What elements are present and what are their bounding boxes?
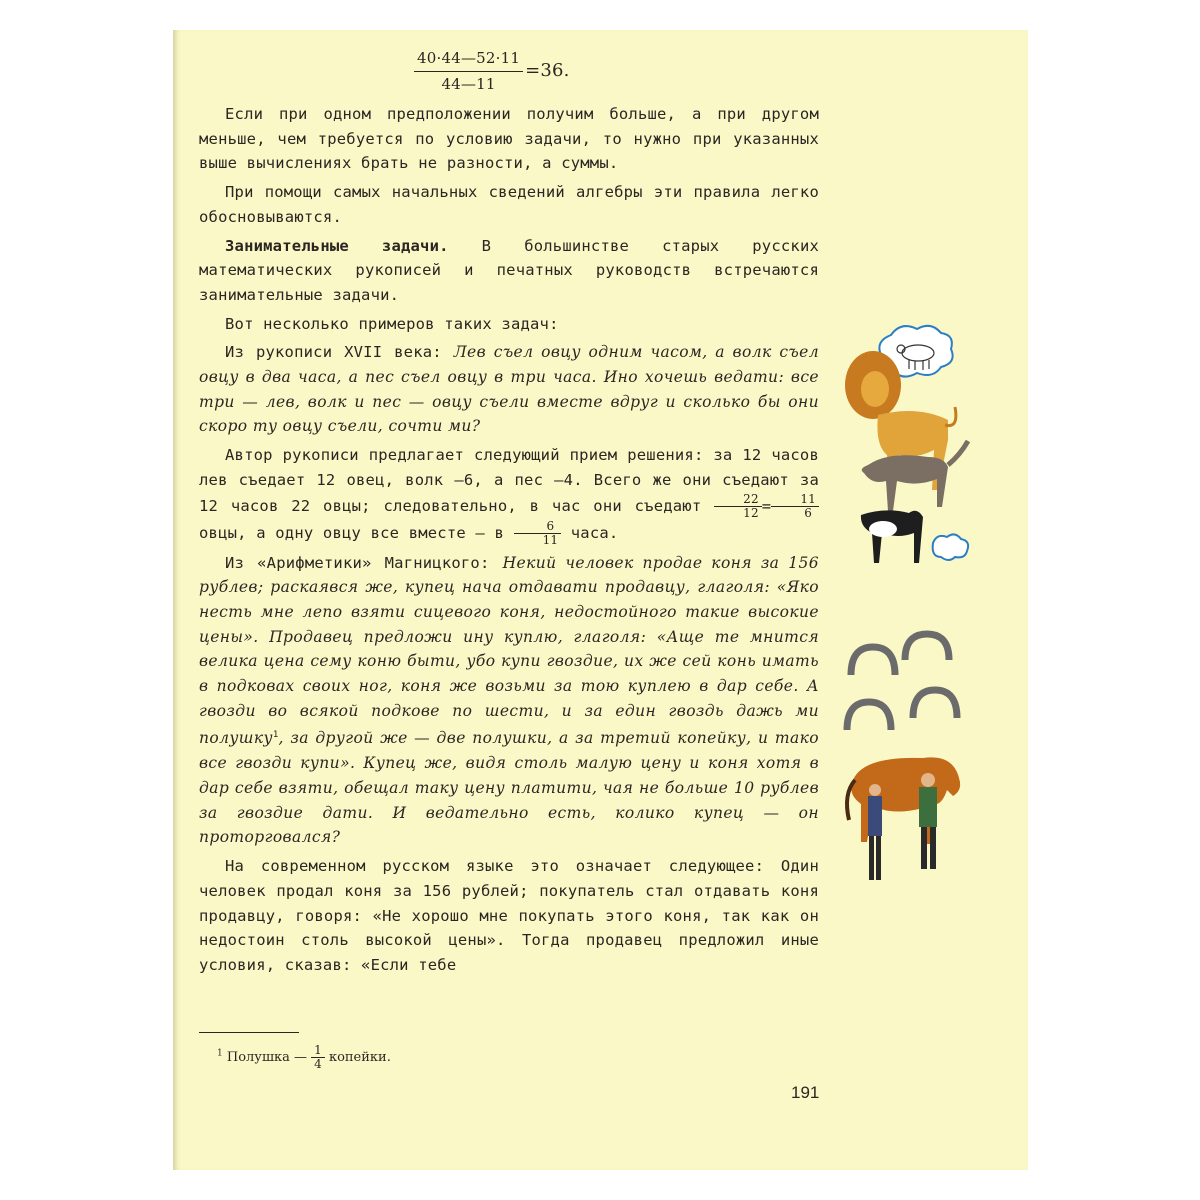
footnote-mark: 1 <box>217 1048 223 1059</box>
horseshoes-icon <box>847 634 957 730</box>
paragraph-5 <box>199 340 819 439</box>
fraction-den: 11 <box>542 532 559 547</box>
footnote-text-b: копейки. <box>324 1050 391 1065</box>
paragraph-7-quote-a: Некий человек продае коня за 156 рублев; раскаявся же, купец нача отдавати продавцу, глаголя: «Яко несть мне лепо взяти сицевого коня, недостойного такие высокие цены». Продавец предложи ину куплю, глаголя: «Аще те мнится велика цена сему коню быти, убо купи гвоздие, их же сей конь имать в подковах своих ног, коня же возьми за тою куплею в дар себе. А гвозди во всякой подкове по шести, и за един гвоздь дажь ми полушку <box>199 553 819 748</box>
paragraph-2: При помощи самых начальных сведений алгебры эти правила легко обосновываются. <box>199 183 819 226</box>
footnote-rule <box>199 1032 299 1033</box>
paragraph-7-quote-b: , за другой же — две полушки, а за третий копейку, и тако все гвозди купи». Купец же, видя столь малую цену и коня хотя в дар себе взяти, обещал таку цену платити, чая не больше 10 рублев за гвоздие дати. И ведательно есть, колико купец — он проторговался? <box>199 729 819 847</box>
formula-denominator: 44—11 <box>441 74 496 93</box>
fraction-den: 6 <box>804 505 813 520</box>
horseshoes-horse-illustration <box>833 630 973 890</box>
page-number: 191 <box>791 1083 820 1102</box>
lion-wolf-dog-illustration <box>833 315 973 575</box>
paragraph-7 <box>199 551 819 851</box>
paragraph-5-quote: Лев съел овцу одним часом, а волк съел овцу в два часа, а пес съел овцу в три часа. Ино хочешь ведати: все три — лев, волк и пес — овцу съели вместе вдруг и сколько бы они скоро ту овцу съели, сочти ми? <box>199 343 819 436</box>
paragraph-3 <box>199 234 819 308</box>
formula-result: =36. <box>525 59 570 81</box>
paragraph-1: Если при одном предположении получим больше, а при другом меньше, чем требуется по условию задачи, то нужно при указанных выше вычислениях брать не разности, а суммы. <box>199 105 819 173</box>
paragraph-6-b: овцы, а одну овцу все вместе — в <box>199 523 514 542</box>
fraction-num: 6 <box>514 520 562 534</box>
equals-sign: = <box>761 496 772 515</box>
formula-numerator: 40·44—52·11 <box>414 46 523 72</box>
cloud-icon <box>933 534 968 560</box>
fraction-22-12 <box>714 493 762 520</box>
section-heading: Занимательные задачи. <box>225 236 449 255</box>
paragraph-8: На современном русском языке это означает следующее: Один человек продал коня за 156 рублей; покупатель стал отдавать коня продавцу, говоря: «Не хорошо мне покупать этого коня, так как он недостоин столь высокой цены». Тогда продавец предложил иные условия, сказав: «Если тебе <box>199 857 819 974</box>
paragraph-6-c: часа. <box>561 523 619 542</box>
fraction-num: 22 <box>714 493 762 507</box>
paragraph-6-a: Автор рукописи предлагает следующий прием решения: за 12 часов лев съедает 12 овец, волк —6, а пес —4. Всего же они съедают за 12 часов 22 овцы; следовательно, в час они съедают <box>199 446 819 515</box>
paragraph-4: Вот несколько примеров таких задач: <box>225 314 559 333</box>
fraction-11-6 <box>771 493 819 520</box>
merchant-figure-icon <box>868 784 882 880</box>
paragraph-7-lead: Из «Арифметики» Магницкого: <box>225 553 503 572</box>
footnote-text-a: Полушка — <box>226 1050 312 1065</box>
footnote-ref: 1 <box>272 730 279 741</box>
fraction-num: 11 <box>771 493 819 507</box>
formula-fraction <box>414 46 523 96</box>
paragraph-5-lead: Из рукописи XVII века: <box>225 343 454 362</box>
page-text <box>199 44 819 982</box>
formula-top <box>199 44 819 94</box>
fraction-1-4 <box>311 1044 325 1071</box>
fraction-num: 1 <box>311 1044 325 1058</box>
seller-figure-icon <box>919 773 937 869</box>
fraction-den: 12 <box>743 505 759 520</box>
dog-icon <box>861 510 923 563</box>
paragraph-3-text: В большинстве старых русских математических рукописей и печатных руководств встречаются занимательные задачи. <box>199 236 820 304</box>
horse-icon <box>847 757 960 844</box>
footnote <box>217 1044 391 1071</box>
book-page <box>173 30 1028 1170</box>
fraction-6-11 <box>514 520 562 547</box>
paragraph-6 <box>199 443 819 546</box>
fraction-den: 4 <box>314 1057 322 1071</box>
